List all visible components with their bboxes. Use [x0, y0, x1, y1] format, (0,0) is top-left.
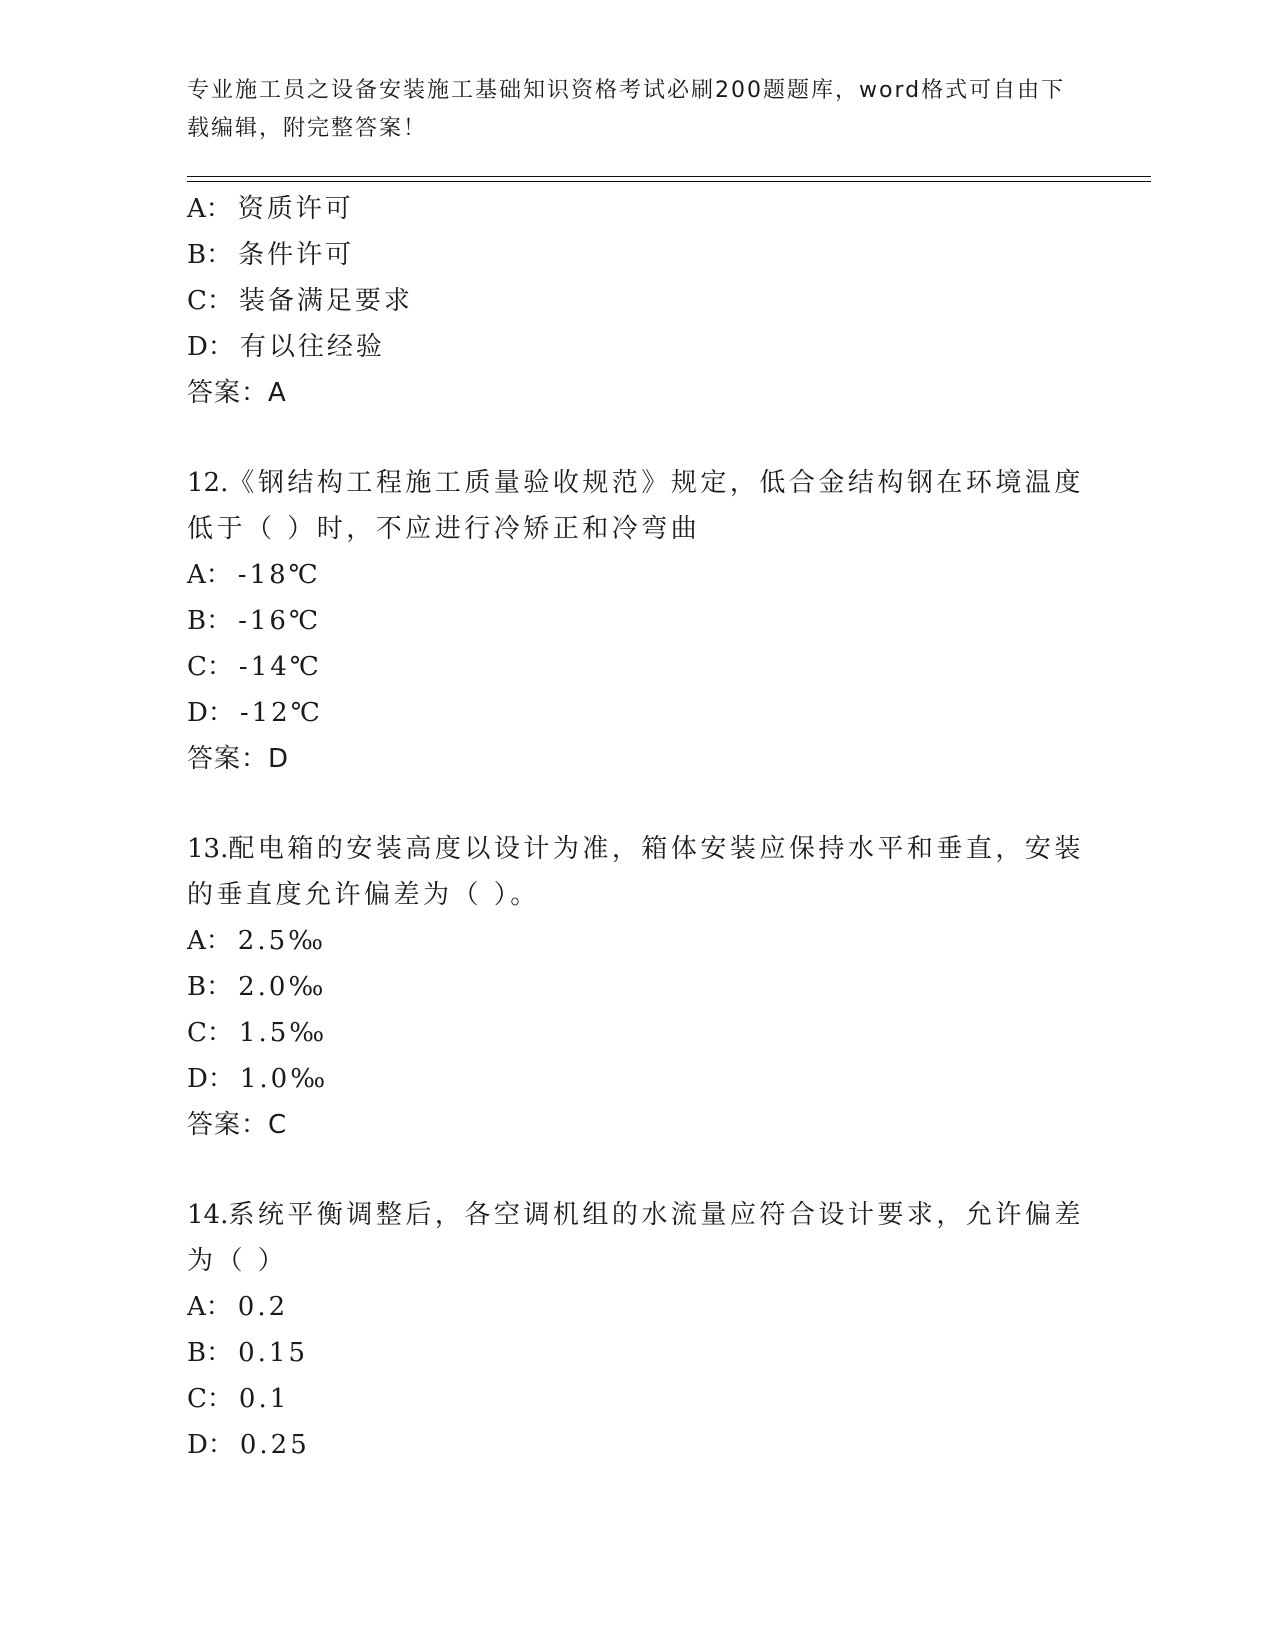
option-c: C： 0.1: [187, 1384, 290, 1414]
answer-value: C: [268, 1110, 288, 1140]
answer-line: 答案：A: [187, 378, 287, 408]
option-a: A： 2.5‰: [187, 926, 327, 956]
question-text: 12.《钢结构工程施工质量验收规范》规定，低合金结构钢在环境温度低于（ ）时，不应进行冷矫正和冷弯曲: [187, 468, 1084, 544]
question-number: 14.: [187, 1200, 229, 1230]
option-a: A： 0.2: [187, 1292, 289, 1322]
option-b: B： 2.0‰: [187, 972, 327, 1002]
document-header: 专业施工员之设备安装施工基础知识资格考试必刷200题题库，word格式可自由下载编辑，附完整答案！: [187, 78, 1066, 141]
question-block-11-continued: [187, 186, 1087, 416]
option-d: D： -12℃: [187, 698, 323, 728]
question-block-12: [187, 460, 1087, 782]
option-d: D： 0.25: [187, 1430, 310, 1460]
option-c: C： 装备满足要求: [187, 286, 413, 316]
question-number: 12.: [187, 468, 229, 498]
answer-value: D: [268, 744, 290, 774]
question-text: 13.配电箱的安装高度以设计为准，箱体安装应保持水平和垂直，安装的垂直度允许偏差为（ ）。: [187, 834, 1084, 910]
option-b: B： -16℃: [187, 606, 322, 636]
answer-line: 答案：D: [187, 744, 290, 774]
header-divider-bottom: [187, 181, 1151, 182]
option-c: C： -14℃: [187, 652, 322, 682]
header-divider-top: [187, 176, 1151, 177]
answer-value: A: [268, 378, 287, 408]
answer-line: 答案：C: [187, 1110, 288, 1140]
option-a: A： -18℃: [187, 560, 321, 590]
option-c: C： 1.5‰: [187, 1018, 328, 1048]
option-d: D： 有以往经验: [187, 332, 385, 362]
option-b: B： 条件许可: [187, 240, 355, 270]
question-block-13: [187, 826, 1087, 1148]
option-b: B： 0.15: [187, 1338, 308, 1368]
option-a: A： 资质许可: [187, 194, 354, 224]
question-block-14: [187, 1192, 1087, 1468]
option-d: D： 1.0‰: [187, 1064, 329, 1094]
question-number: 13.: [187, 834, 229, 864]
document-body: [187, 186, 1087, 1468]
question-text: 14.系统平衡调整后，各空调机组的水流量应符合设计要求，允许偏差为（ ）: [187, 1200, 1084, 1276]
